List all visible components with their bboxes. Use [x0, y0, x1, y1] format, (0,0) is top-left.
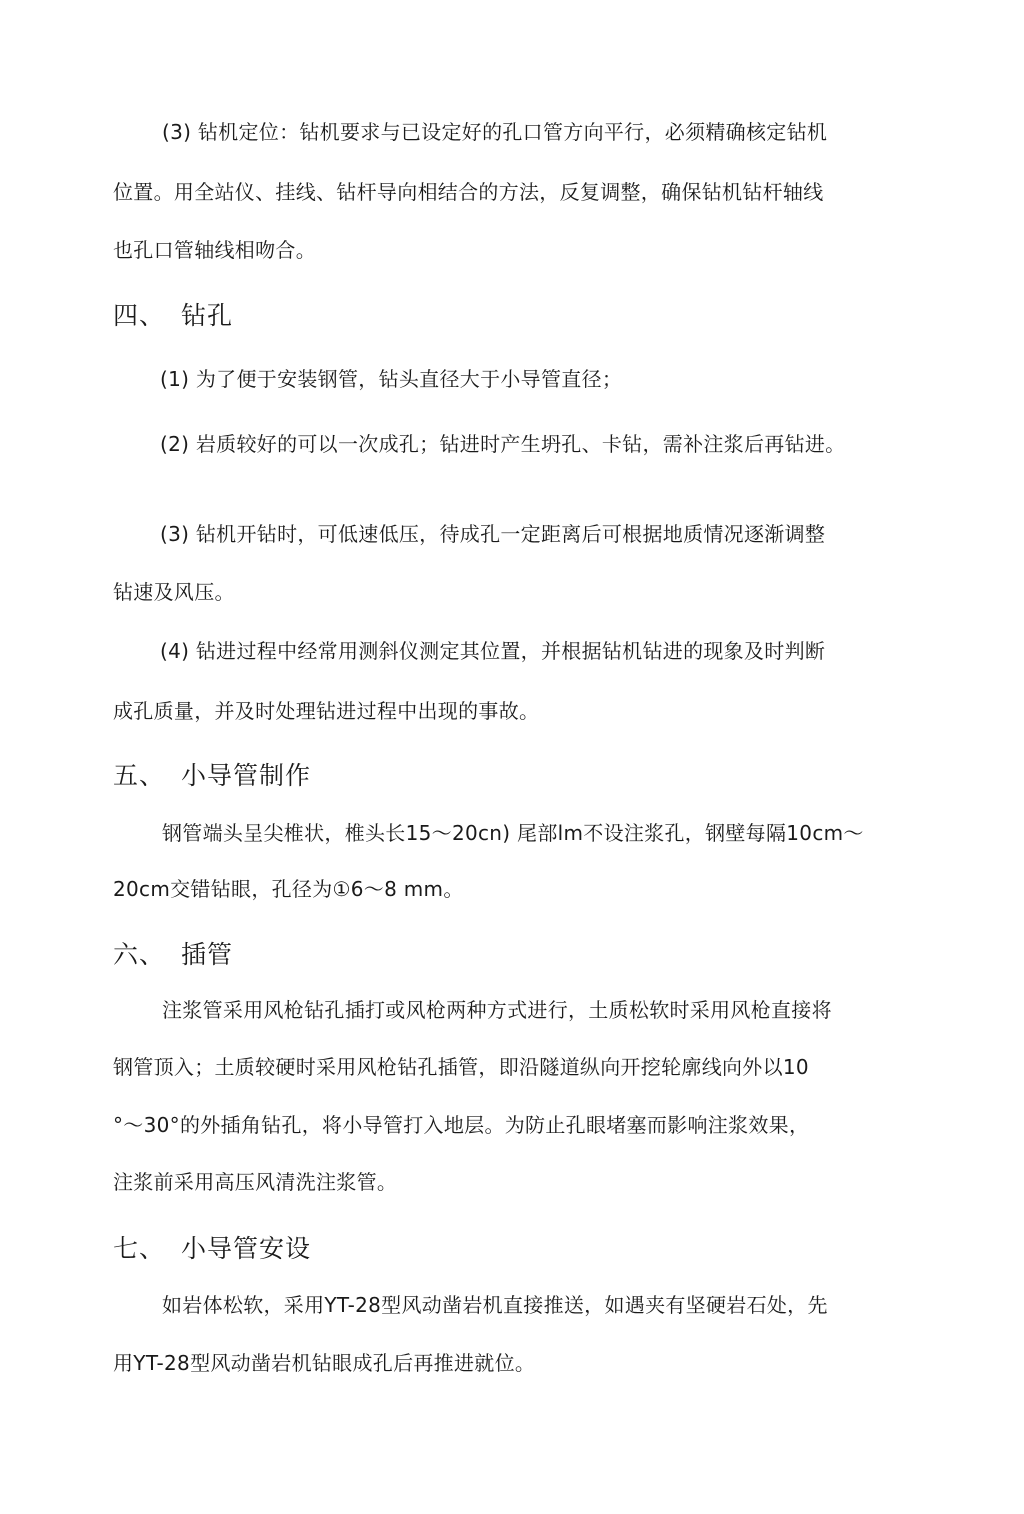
section-heading-5: [113, 760, 311, 792]
paragraph-line: 也孔口管轴线相吻合。: [113, 238, 316, 262]
heading-title: 钻孔: [181, 301, 234, 330]
paragraph-line: 位置。用全站仪、挂线、钻杆导向相结合的方法，反复调整，确保钻机钻杆轴线: [113, 180, 824, 204]
paragraph-line: 钢管顶入；土质较硬时采用风枪钻孔插管，即沿隧道纵向开挖轮廓线向外以10: [113, 1055, 809, 1079]
list-item-continuation: 成孔质量，并及时处理钻进过程中出现的事故。: [113, 699, 540, 723]
paragraph-line: 20cm交错钻眼，孔径为①6～8 mm。: [113, 877, 464, 901]
list-item: (1) 为了便于安装钢管，钻头直径大于小导管直径；: [160, 367, 623, 391]
section-heading-7: [113, 1233, 311, 1265]
paragraph-line: (3) 钻机定位：钻机要求与已设定好的孔口管方向平行，必须精确核定钻机: [162, 120, 828, 144]
paragraph-line: 注浆管采用风枪钻孔插打或风枪两种方式进行，土质松软时采用风枪直接将: [162, 998, 832, 1022]
paragraph-line: 钢管端头呈尖椎状，椎头长15～20cn) 尾部lm不设注浆孔，钢壁每隔10cm～: [162, 821, 864, 845]
heading-number: 五、: [113, 761, 166, 790]
paragraph-line: 注浆前采用高压风清洗注浆管。: [113, 1170, 398, 1194]
heading-title: 插管: [181, 940, 234, 969]
heading-number: 四、: [113, 301, 166, 330]
paragraph-line: °～30°的外插角钻孔，将小导管打入地层。为防止孔眼堵塞而影响注浆效果，: [113, 1113, 810, 1137]
section-heading-6: [113, 939, 233, 971]
list-item: (4) 钻进过程中经常用测斜仪测定其位置，并根据钻机钻进的现象及时判断: [160, 639, 826, 663]
list-item: (2) 岩质较好的可以一次成孔；钻进时产生坍孔、卡钻，需补注浆后再钻进。: [160, 432, 846, 456]
heading-title: 小导管安设: [181, 1234, 312, 1263]
paragraph-line: 用YT-28型风动凿岩机钻眼成孔后再推进就位。: [113, 1351, 536, 1375]
section-heading-4: [113, 300, 233, 332]
paragraph-line: 如岩体松软，采用YT-28型风动凿岩机直接推送，如遇夹有坚硬岩石处，先: [162, 1293, 828, 1317]
list-item: (3) 钻机开钻时，可低速低压，待成孔一定距离后可根据地质情况逐渐调整: [160, 522, 826, 546]
list-item-continuation: 钻速及风压。: [113, 580, 235, 604]
heading-title: 小导管制作: [181, 761, 312, 790]
heading-number: 六、: [113, 940, 166, 969]
heading-number: 七、: [113, 1234, 166, 1263]
